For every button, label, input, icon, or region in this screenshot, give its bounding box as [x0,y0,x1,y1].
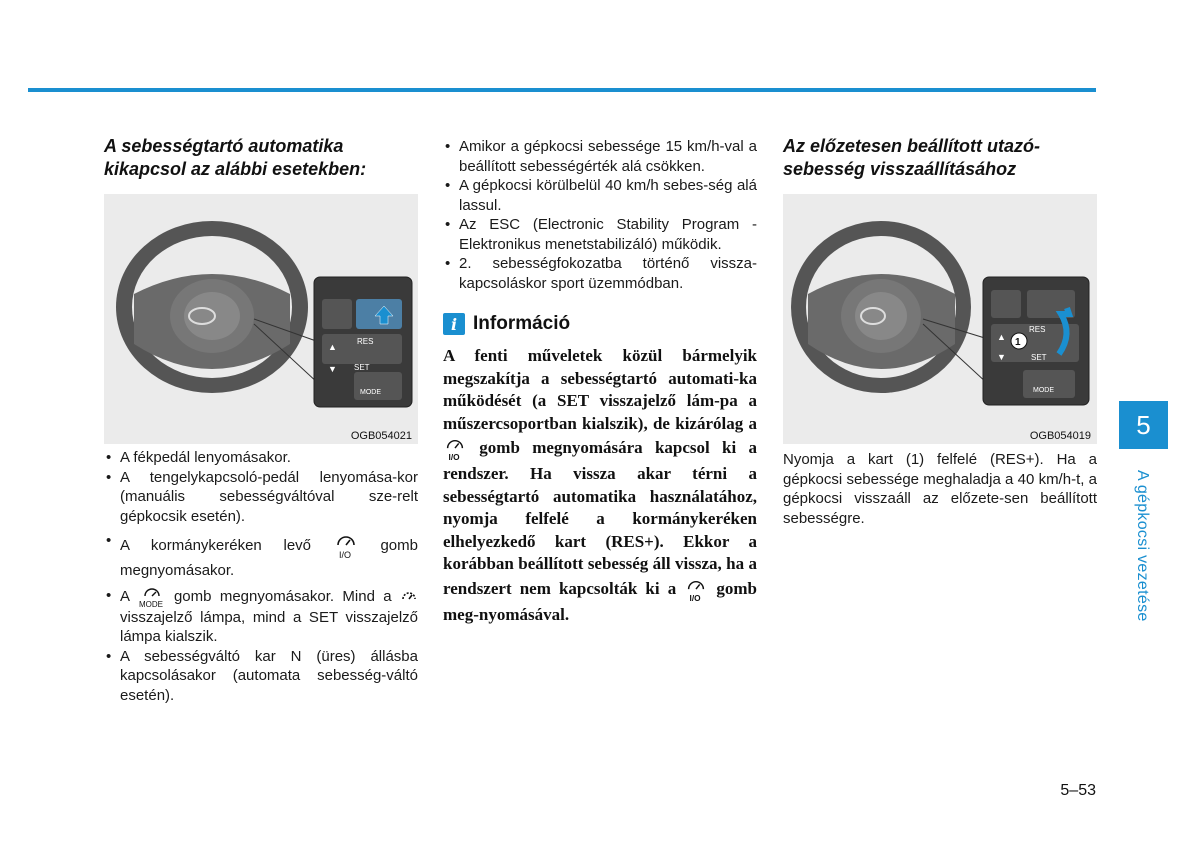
list-item: • A MODE gomb megnyomásakor. Mind a visszajelző lámpa, mind a SET visszajelző lámpa kialszik. [104,586,418,647]
page-number: 5–53 [1060,782,1096,799]
cruise-io-icon [684,576,708,604]
column-middle [443,137,757,626]
steering-wheel-figure-cancel [104,194,418,444]
mode-label: MODE [1033,387,1054,394]
figure-code: OGB054019 [1029,430,1091,442]
cruise-mode-icon [138,586,166,608]
cancel-conditions-list [104,448,418,705]
list-item: • 2. sebességfokozatba történő vissza-kapcsoláskor sport üzemmódban. [443,254,757,293]
info-icon: i [443,313,465,335]
svg-text:I/O: I/O [338,550,351,560]
res-label: RES [1029,325,1046,334]
chapter-tab: 5 [1119,401,1168,449]
svg-text:▲: ▲ [328,342,337,352]
steering-wheel-illustration [104,194,418,444]
set-label: SET [354,363,370,372]
section-heading-cancel: A sebességtartó automatika kikapcsol az alábbi esetekben: [104,136,367,179]
cruise-indicator-icon [400,588,418,606]
svg-text:▼: ▼ [997,352,1006,362]
list-item: • A fékpedál lenyomásakor. [104,448,418,468]
list-item: • A kormánykeréken levő I/O gomb megnyomásakor. [104,531,418,581]
cruise-io-icon [443,435,467,463]
top-rule [28,88,1096,92]
list-item: • Amikor a gépkocsi sebessége 15 km/h-val a beállított sebességérték alá csökken. [443,137,757,176]
section-heading-resume: Az előzetesen beállított utazó- sebesség visszaállításához [783,136,1041,179]
callout-1: 1 [1015,337,1021,348]
set-label: SET [1031,353,1047,362]
list-item: • Az ESC (Electronic Stability Program - Elektronikus menetstabilizáló) működik. [443,215,757,254]
info-title: Információ [473,313,571,334]
list-item: • A gépkocsi körülbelül 40 km/h sebes-ség alá lassul. [443,176,757,215]
cruise-io-icon [333,531,359,561]
cancel-conditions-list-cont [443,137,757,293]
figure-code: OGB054021 [350,430,412,442]
svg-text:I/O: I/O [689,592,701,603]
resume-paragraph: Nyomja a kart (1) felfelé (RES+). Ha a gépkocsi sebessége meghaladja a 40 km/h-t, a gépkocsi visszaáll az előzete-sen beállított sebességre. [783,451,1097,527]
column-left [104,135,418,705]
list-item: • A tengelykapcsoló-pedál lenyomása-kor (manuális sebességváltóval sze-relt gépkocsik esetén). [104,468,418,527]
svg-text:MODE: MODE [138,599,163,608]
list-item: • A sebességváltó kar N (üres) állásba kapcsolásakor (automata sebesség-váltó esetén). [104,647,418,706]
info-header [443,313,757,335]
svg-text:I/O: I/O [448,452,460,463]
steering-wheel-figure-resume [783,194,1097,444]
mode-label: MODE [360,389,381,396]
svg-text:▲: ▲ [997,332,1006,342]
info-body: A fenti műveletek közül bármelyik megszakítja a sebességtartó automati-ka működését (a SET visszajelző lám-pa a műszercsoportban kialszik), de kizárólag a I/O gomb megnyomására kapcsol ki a rendszer. Ha vissza akar térni a sebességtartó automatika használatához, nyomja felfelé a kormánykeréken elhelyezkedő kart (RES+). Ekkor a korábban beállított sebesség áll vissza, ha a rendszert nem kapcsolták ki a I/O gomb meg-nyomásával. [443,346,758,624]
svg-text:▼: ▼ [328,364,337,374]
steering-wheel-illustration [783,194,1097,444]
res-label: RES [357,337,374,346]
chapter-label: A gépkocsi vezetése [1134,470,1151,622]
column-right [783,135,1097,528]
